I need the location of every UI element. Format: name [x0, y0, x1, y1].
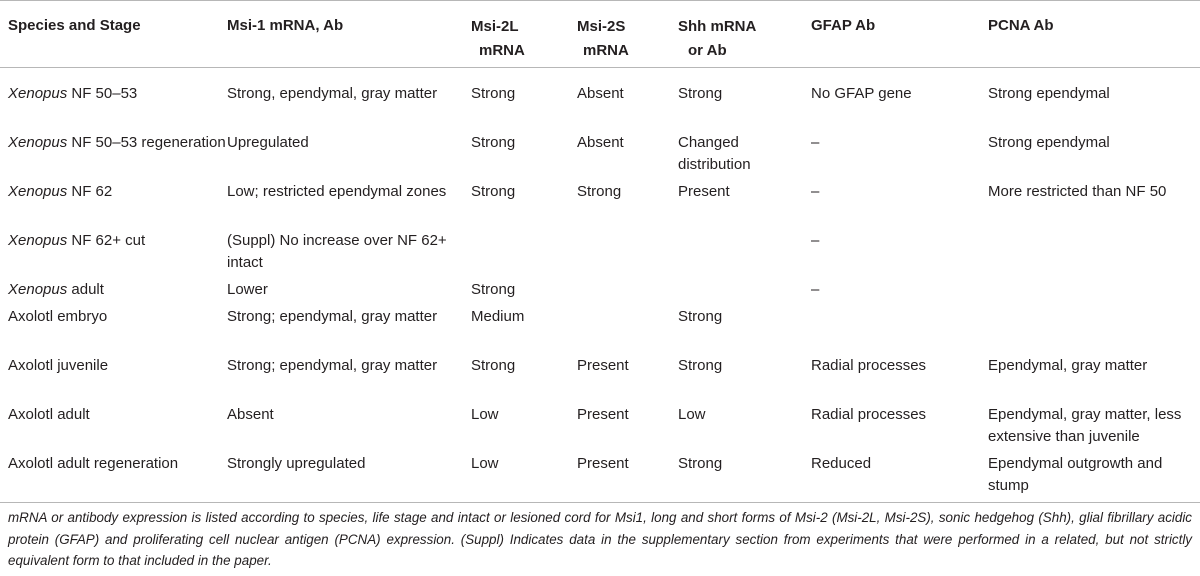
cell-gfap: – — [811, 231, 820, 249]
cell-gfap: – — [811, 133, 820, 151]
cell-msi1: (Suppl) No increase over NF 62+ intact — [227, 231, 447, 271]
cell-shh — [678, 230, 811, 279]
cell-gfap: Reduced — [811, 453, 988, 503]
header-species-stage: Species and Stage — [0, 1, 227, 68]
cell-shh: Strong — [678, 307, 723, 325]
cell-msi2l: Low — [471, 405, 499, 423]
cell-shh: Present — [678, 182, 730, 200]
table-row — [0, 453, 1200, 503]
cell-gfap: Radial processes — [811, 356, 927, 374]
cell-msi2s: Strong — [577, 182, 622, 200]
cell-msi1: Strong, ependymal, gray matter — [227, 85, 438, 102]
cell-msi1: Upregulated — [227, 133, 309, 151]
cell-pcna: Strong ependymal — [988, 85, 1110, 102]
cell-shh: Strong — [678, 85, 723, 102]
header-msi2s: Msi-2S mRNA — [577, 1, 678, 68]
cell-shh: Strong — [678, 356, 723, 374]
cell-species: Xenopus NF 50–53 regeneration — [8, 133, 226, 151]
cell-shh: Strong — [678, 453, 811, 503]
cell-msi2s — [577, 279, 678, 306]
cell-shh: Changed distribution — [678, 133, 751, 173]
header-pcna: PCNA Ab — [988, 1, 1200, 68]
cell-msi1: Strong; ependymal, gray matter — [227, 356, 438, 374]
cell-msi1: Strongly upregulated — [227, 453, 471, 503]
header-msi2l: Msi-2L mRNA — [471, 1, 577, 68]
cell-msi2s: Present — [577, 356, 629, 374]
cell-pcna — [988, 230, 1200, 279]
cell-msi1: Strong; ependymal, gray matter — [227, 307, 438, 325]
cell-msi2s: Absent — [577, 85, 624, 102]
cell-pcna — [988, 279, 1200, 306]
cell-msi1: Absent — [227, 405, 274, 423]
cell-species: Axolotl adult — [8, 405, 90, 423]
table-footnote: mRNA or antibody expression is listed according to species, life stage and intact or lesioned cord for Msi1, long and short forms of Msi-2 (Msi-2L, Msi-2S), sonic hedgehog (Shh), glial fibrillary acidic protein (GFAP) and proliferating cell nuclear antigen (PCNA) expression. (Suppl) Indicates data in the supplementary section from experiments that were performed in a related, but not strictly equivalent form to that included in the paper. — [8, 510, 1192, 568]
cell-msi1: Lower — [227, 280, 268, 298]
cell-msi2l: Strong — [471, 133, 516, 151]
table-row — [0, 279, 1200, 306]
cell-pcna: Strong ependymal — [988, 133, 1110, 151]
cell-msi1: Low; restricted ependymal zones — [227, 182, 447, 200]
cell-msi2s — [577, 306, 678, 355]
header-row — [0, 1, 1200, 68]
cell-gfap — [811, 306, 988, 355]
cell-pcna: Ependymal outgrowth and stump — [988, 453, 1200, 503]
cell-msi2l: Medium — [471, 307, 525, 325]
cell-species: Axolotl adult regeneration — [0, 453, 227, 503]
cell-gfap: Radial processes — [811, 405, 927, 423]
cell-species: Axolotl embryo — [8, 307, 108, 325]
cell-species: Xenopus NF 50–53 — [8, 85, 138, 102]
cell-msi2l: Low — [471, 453, 577, 503]
cell-gfap: – — [811, 182, 820, 200]
header-msi1: Msi-1 mRNA, Ab — [227, 1, 471, 68]
cell-shh — [678, 279, 811, 306]
cell-gfap: – — [811, 280, 820, 298]
table-row — [0, 230, 1200, 279]
table-row — [0, 355, 1200, 404]
cell-msi2l — [471, 230, 577, 279]
cell-msi2l: Strong — [471, 280, 516, 298]
cell-pcna — [988, 306, 1200, 355]
header-shh: Shh mRNA or Ab — [678, 1, 811, 68]
header-gfap: GFAP Ab — [811, 1, 988, 68]
cell-pcna: Ependymal, gray matter, less extensive than juvenile — [988, 405, 1182, 445]
cell-msi2l: Strong — [471, 182, 516, 200]
cell-pcna: More restricted than NF 50 — [988, 182, 1167, 200]
cell-shh: Low — [678, 405, 706, 423]
cell-species: Xenopus NF 62 — [8, 182, 113, 200]
cell-species: Xenopus adult — [8, 280, 104, 298]
cell-msi2l: Strong — [471, 356, 516, 374]
cell-msi2s: Present — [577, 405, 629, 423]
cell-msi2s: Present — [577, 453, 678, 503]
cell-species: Axolotl juvenile — [8, 356, 109, 374]
cell-species: Xenopus NF 62+ cut — [8, 231, 146, 249]
table-row — [0, 181, 1200, 230]
cell-msi2s — [577, 230, 678, 279]
cell-pcna: Ependymal, gray matter — [988, 356, 1148, 374]
table-row — [0, 132, 1200, 181]
table-row — [0, 68, 1200, 132]
cell-gfap: No GFAP gene — [811, 85, 912, 102]
cell-msi2s: Absent — [577, 133, 624, 151]
table-row — [0, 306, 1200, 355]
cell-msi2l: Strong — [471, 85, 516, 102]
table-row — [0, 404, 1200, 453]
